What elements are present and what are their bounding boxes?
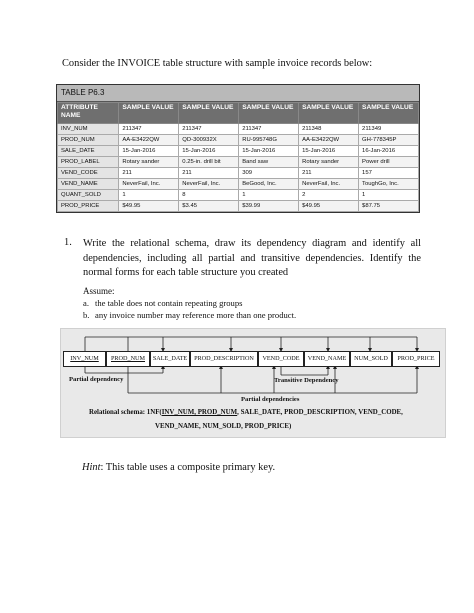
attribute-name-cell: PROD_NUM	[58, 135, 119, 146]
sample-value-cell: 15-Jan-2016	[239, 146, 299, 157]
relational-schema-line-2: VEND_NAME, NUM_SOLD, PROD_PRICE)	[155, 423, 292, 430]
attribute-name-cell: QUANT_SOLD	[58, 190, 119, 201]
column-header: SAMPLE VALUE	[359, 103, 419, 124]
sample-value-cell: 1	[239, 190, 299, 201]
relational-schema-line-1	[89, 409, 403, 416]
sample-value-cell: $87.75	[359, 201, 419, 212]
table-row	[58, 124, 419, 135]
table-row	[58, 201, 419, 212]
sample-value-cell: NeverFail, Inc.	[179, 179, 239, 190]
sample-value-cell: 211347	[119, 124, 179, 135]
sample-value-cell: 211	[119, 168, 179, 179]
hint-body: : This table uses a composite primary key.	[100, 462, 276, 473]
sample-value-cell: 16-Jan-2016	[359, 146, 419, 157]
schema-attributes: , SALE_DATE, PROD_DESCRIPTION, VEND_CODE,	[237, 409, 403, 416]
sample-value-cell: 211347	[239, 124, 299, 135]
table-body	[58, 124, 419, 212]
invoice-table-panel	[56, 84, 420, 213]
sample-value-cell: 8	[179, 190, 239, 201]
partial-dependency-arrow	[85, 366, 163, 373]
sample-value-cell: 0.25-in. drill bit	[179, 157, 239, 168]
attribute-box-prod-price: PROD_PRICE	[392, 351, 440, 367]
column-header: SAMPLE VALUE	[299, 103, 359, 124]
table-row	[58, 190, 419, 201]
sample-value-cell: Rotary sander	[299, 157, 359, 168]
table-row	[58, 179, 419, 190]
sample-value-cell: GH-778345P	[359, 135, 419, 146]
question-number: 1.	[64, 237, 72, 248]
attribute-box-vend-code: VEND_CODE	[258, 351, 304, 367]
attribute-name-cell: SALE_DATE	[58, 146, 119, 157]
sample-value-cell: 15-Jan-2016	[299, 146, 359, 157]
sample-value-cell: 211	[179, 168, 239, 179]
sample-value-cell: 1	[119, 190, 179, 201]
table-row	[58, 168, 419, 179]
table-row	[58, 157, 419, 168]
attribute-name-cell: VEND_CODE	[58, 168, 119, 179]
sample-value-cell: AA-E3422QW	[299, 135, 359, 146]
sample-value-cell: $49.95	[299, 201, 359, 212]
sample-value-cell: 157	[359, 168, 419, 179]
sample-value-cell: QD-300932X	[179, 135, 239, 146]
assumption-label: b.	[83, 310, 90, 320]
assumption-text: any invoice number may reference more than one product.	[95, 310, 297, 320]
sample-value-cell: 211	[299, 168, 359, 179]
invoice-table	[57, 102, 419, 212]
intro-text: Consider the INVOICE table structure with sample invoice records below:	[62, 58, 373, 69]
dependency-diagram	[60, 328, 446, 438]
transitive-dependency-arrow	[281, 366, 328, 375]
attribute-name-cell: PROD_LABEL	[58, 157, 119, 168]
schema-prefix: Relational schema: 1NF(	[89, 409, 162, 416]
question-text: Write the relational schema, draw its dependency diagram and identify all dependencies, including all partial and transitive dependencies. Identify the normal forms for each table structure you created	[83, 238, 421, 279]
partial-dependencies-arrows	[128, 366, 417, 393]
attribute-name-cell: PROD_PRICE	[58, 201, 119, 212]
column-header: SAMPLE VALUE	[119, 103, 179, 124]
transitive-dependency-label: Transitive Dependency	[274, 377, 339, 384]
assumption-item	[83, 298, 242, 308]
sample-value-cell: NeverFail, Inc.	[299, 179, 359, 190]
dependency-arrows	[61, 329, 445, 437]
attribute-box-inv-num: INV_NUM	[63, 351, 106, 367]
attribute-name-cell: VEND_NAME	[58, 179, 119, 190]
sample-value-cell: NeverFail, Inc.	[119, 179, 179, 190]
partial-dependencies-label: Partial dependencies	[241, 396, 300, 403]
assumption-label: a.	[83, 298, 89, 308]
sample-value-cell: $3.45	[179, 201, 239, 212]
schema-primary-key: INV_NUM, PROD_NUM	[161, 409, 238, 416]
attribute-box-vend-name: VEND_NAME	[304, 351, 350, 367]
assumption-item	[83, 310, 296, 320]
sample-value-cell: 15-Jan-2016	[119, 146, 179, 157]
sample-value-cell: Power drill	[359, 157, 419, 168]
hint-label: Hint	[82, 462, 101, 473]
assumption-text: the table does not contain repeating groups	[95, 298, 243, 308]
sample-value-cell: RU-995748G	[239, 135, 299, 146]
column-header: SAMPLE VALUE	[179, 103, 239, 124]
attribute-box-sale-date: SALE_DATE	[150, 351, 190, 367]
attribute-box-prod-description: PROD_DESCRIPTION	[190, 351, 258, 367]
sample-value-cell: ToughGo, Inc.	[359, 179, 419, 190]
attribute-name-cell: INV_NUM	[58, 124, 119, 135]
hint-text	[82, 462, 275, 473]
sample-value-cell: AA-E3422QW	[119, 135, 179, 146]
table-title: TABLE P6.3	[57, 85, 419, 102]
sample-value-cell: 211347	[179, 124, 239, 135]
attribute-box-prod-num: PROD_NUM	[106, 351, 150, 367]
sample-value-cell: 211349	[359, 124, 419, 135]
column-header: SAMPLE VALUE	[239, 103, 299, 124]
column-header: ATTRIBUTE NAME	[58, 103, 119, 124]
attribute-box-num-sold: NUM_SOLD	[350, 351, 392, 367]
sample-value-cell: $49.95	[119, 201, 179, 212]
sample-value-cell: 211348	[299, 124, 359, 135]
table-row	[58, 146, 419, 157]
table-header-row	[58, 103, 419, 124]
full-dependency-arrows	[85, 337, 417, 351]
sample-value-cell: BeGood, Inc.	[239, 179, 299, 190]
sample-value-cell: 15-Jan-2016	[179, 146, 239, 157]
partial-dependency-label: Partial dependency	[69, 376, 124, 383]
sample-value-cell: $39.99	[239, 201, 299, 212]
assume-heading: Assume:	[83, 286, 115, 296]
sample-value-cell: 2	[299, 190, 359, 201]
sample-value-cell: 1	[359, 190, 419, 201]
sample-value-cell: 309	[239, 168, 299, 179]
table-row	[58, 135, 419, 146]
sample-value-cell: Rotary sander	[119, 157, 179, 168]
sample-value-cell: Band saw	[239, 157, 299, 168]
